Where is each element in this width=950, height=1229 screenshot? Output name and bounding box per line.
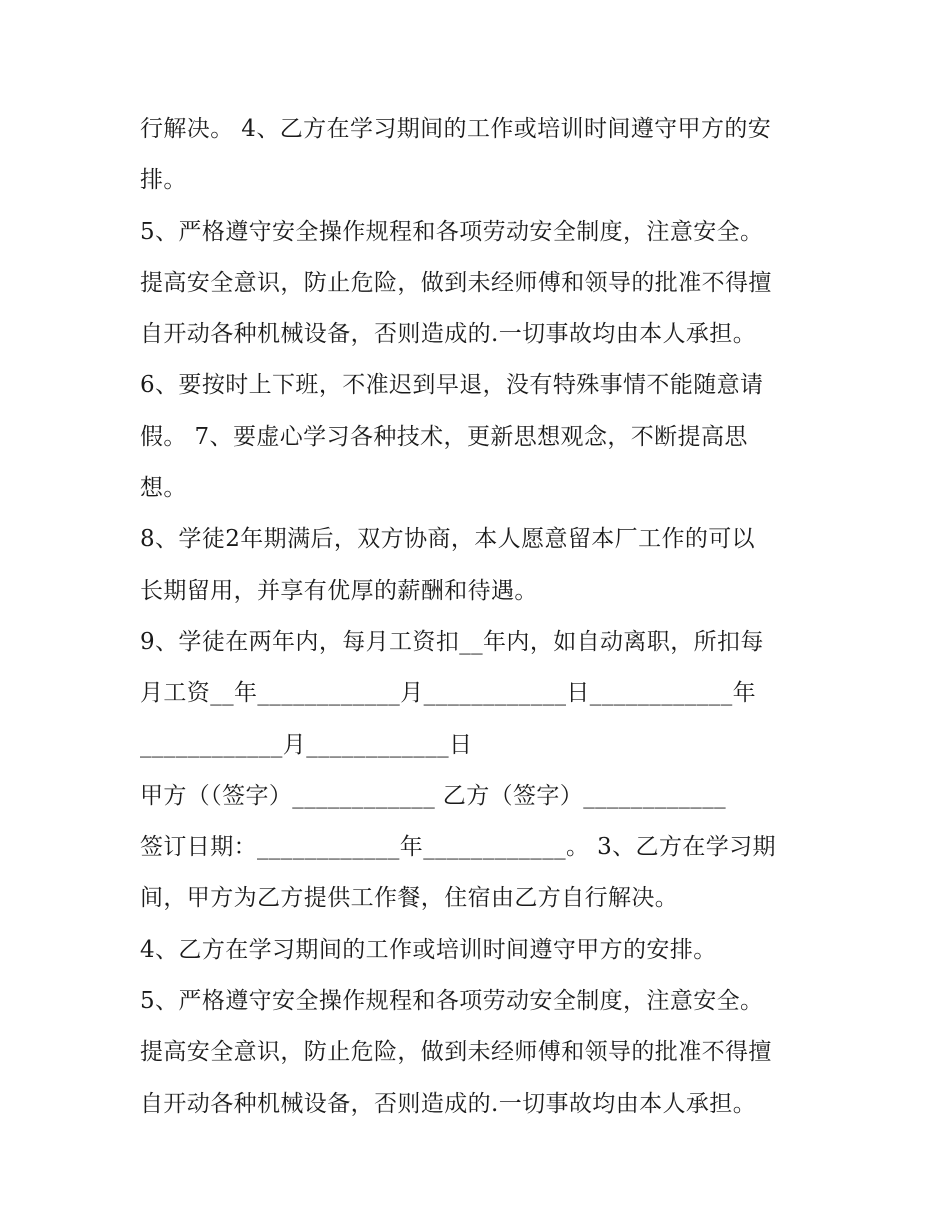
text-line: 间，甲方为乙方提供工作餐，住宿由乙方自行解决。 (140, 885, 679, 912)
document-body (140, 104, 830, 1130)
date-blank-line: ____________月____________日 (140, 731, 473, 758)
text-line: 4、乙方在学习期间的工作或培训时间遵守甲方的安排。 (140, 936, 717, 963)
text-line: 5、严格遵守安全操作规程和各项劳动安全制度，注意安全。 (140, 988, 764, 1015)
text-line: 提高安全意识，防止危险，做到未经师傅和领导的批准不得擅 (140, 1039, 772, 1066)
text-line: 假。 7、要虚心学习各种技术，更新思想观念，不断提高思 (140, 423, 748, 450)
text-line: 想。 (140, 475, 187, 502)
date-blank-line: 月工资__年____________月____________日____________年 (140, 680, 756, 707)
text-line: 6、要按时上下班，不准迟到早退，没有特殊事情不能随意请 (140, 372, 764, 399)
text-line: 9、学徒在两年内，每月工资扣__年内，如自动离职，所扣每 (140, 628, 764, 655)
text-line: 提高安全意识，防止危险，做到未经师傅和领导的批准不得擅 (140, 269, 772, 296)
signing-date-line: 签订日期：____________年____________。 3、乙方在学习期 (140, 834, 776, 861)
signature-line: 甲方（（签字）____________ 乙方（签字）____________ (140, 782, 727, 809)
text-line: 8、学徒2年期满后，双方协商，本人愿意留本厂工作的可以 (140, 526, 756, 553)
text-line: 自开动各种机械设备，否则造成的.一切事故均由本人承担。 (140, 1090, 757, 1117)
text-line: 5、严格遵守安全操作规程和各项劳动安全制度，注意安全。 (140, 218, 764, 245)
text-line: 排。 (140, 167, 187, 194)
text-line: 行解决。 4、乙方在学习期间的工作或培训时间遵守甲方的安 (140, 116, 772, 142)
text-line: 自开动各种机械设备，否则造成的.一切事故均由本人承担。 (140, 321, 757, 348)
text-line: 长期留用，并享有优厚的薪酬和待遇。 (140, 577, 538, 604)
